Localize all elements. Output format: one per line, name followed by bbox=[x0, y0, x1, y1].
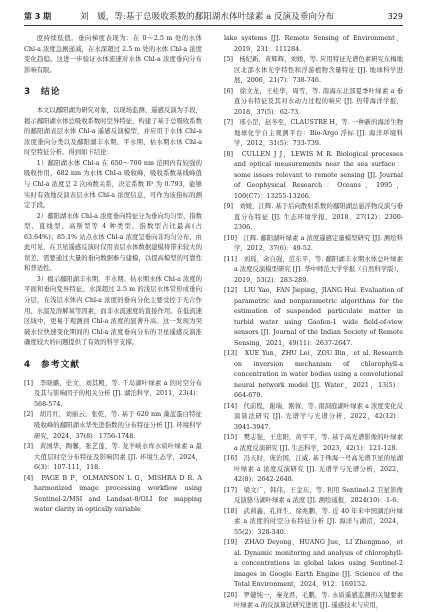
reference-item: [1] 李晓璐，史文，刘其殿，等. 千岛湖叶绿素 a 的时空分布及其与影响因子的相关分析 [J]. 湖泊科学，2011，23(4)：568-574. bbox=[24, 379, 202, 408]
section-3-heading: 3 结论 bbox=[24, 87, 61, 98]
left-column bbox=[24, 34, 202, 516]
reference-item: [16] 冯天时，庞治国，江威. 基于珠海一号高光谱卫星的星湖叶绿素 a 浓度反演研究 [J]. 光谱学与光谱分析，2022，42(8)：2642-2648. bbox=[224, 455, 403, 483]
header-rule bbox=[24, 25, 403, 26]
conclusion-item-2: 2）鄱阳湖水体 Chl-a 浓度垂向特征分为垂向均匀型、指数型、直线型、高斯型等 4 种类型，指数型占比最高(占 63.64%)；85.1% 站点水体 Chl-a 浓度呈垂向非均匀分布，由此可见，在卫星遥感反演时仅用表层水体数据建模将带来较大的误差，需要通过大量的垂向数据参与建模，以提高模型的可靠性和普适性。 bbox=[24, 212, 202, 273]
reference-item: [7] 邢小罡，赵冬至，CLAUSTRE H，等. 一种新的海洋生物地球化学自主观测平台：Bio-Argo 浮标 [J]. 海洋环境科学，2012，31(5)：733-739. bbox=[224, 119, 403, 147]
right-column bbox=[224, 34, 403, 612]
conclusion-item-3: 3）揭示鄱阳湖丰水期、平水期、枯水期水体 Chl-a 浓度的平面和垂向变异特征。水深超过 2.5 m 的浅层水体常形成垂向分层，在浅层水体内 Chl-a 浓度的垂向分化主要受控于光合作用、水温及溶解氧等因素，而非水流速度的直接作用。在低流速区域中，更易于观测到 Chl-a 浓度的显著升高。这一发现为突破水位快速变化期间的 Chl-a 浓度垂向分布的卫星遥感反演准确度较大的问题提供了有效的科学支撑。 bbox=[24, 275, 202, 347]
reference-item: [18] 武莉鑫，孔祥生，徐兆鹏，等. 近 40 年来中国湖泊叶绿素 a 浓度的时空分布特征分析 [J]. 海洋与湖沼，2024，55(2)：328-340. bbox=[224, 507, 403, 536]
reference-item: [13] XUE Yun，ZHU Lei，ZOU Bin，et al. Research on inversion mechanism of chlorophyll-a concentration in water bodies using a convolutional neural network model [J]. Water，2021，13(5)：664-679. bbox=[224, 350, 403, 399]
reference-item: [10] 江辉. 鄱阳湖叶绿素 a 浓度遥感定量模型研究 [J]. 测绘科学，2012，37(6)：49-52. bbox=[224, 234, 403, 252]
reference-item: [2] 胡月红，刘丽云，张乾，等. 基于 620 nm 藻蓝蛋白特征吸收峰的鄱阳湖水华先进指数的分布特征分析 [J]. 环境科学研究，2024，37(8)：1756-1748. bbox=[24, 411, 202, 440]
conclusion-item-1: 1）鄱阳湖水体 Chl-a 在 650～700 nm 范围内有较强的吸收作用，682 nm 为水体 Chl-a 吸收峰，吸收系数基线峰值与 Chl-a 浓度呈 2 次函数关系，决定系数 R² 为 0.793，能够实时有效地反演表层水体 Chl-a 浓度信息，可作为该指标的测定手段。 bbox=[24, 159, 202, 210]
reference-item: [14] 代前程，谢瑞，刚蓉，等. 南洞庭湖叶绿素 a 浓度变化反演算法研究 [J]. 光谱学与光谱分析，2022，42(12)：3941-3947. bbox=[224, 402, 403, 431]
running-header bbox=[24, 10, 403, 24]
intro-paragraph: 度持续低值。垂向梯度表现为：在 0～2.5 m 处的水体 Chl-a 浓度急剧递减，在水深超过 2.5 m 处的水体 Chl-a 浓度变化趋稳。这进一步验证水体流速对水体 Chl-a 浓度垂向分布影响有限。 bbox=[24, 35, 202, 74]
reference-item: [15] 樊志强，王忠阳，黄平平，等. 基于高光谱影像的叶绿素 a 浓度反演研究 [J]. 生态科学，2023，42(1)：121-128. bbox=[224, 434, 403, 452]
reference-item: [6] 徐文龙，王桂华，周雪，等. 南海东北部夏季叶绿素 a 垂直分布特征及其对水动力过程的响应 [J]. 热带海洋学报，2018，37(5)：62-73. bbox=[224, 87, 403, 116]
reference-item: [19] ZHAO Deyong，HUANG Jue，LI Zhengmao，et al. Dynamic monitoring and analysis of chlorophyll-a concentrations in global lakes using Sentinel-2 images in Google Earth Engine [J]. Science of the Total Environment，2024，912：169152. bbox=[224, 539, 403, 588]
conclusion-intro: 本文以鄱阳湖为研究对象，以现场监测、遥感反演为手段，揭示鄱阳湖水体总吸收系数时空异特征，构建了基于总吸收系数的鄱阳湖表层水体 Chl-a 遥感反演模型，并应用于水体 Chl-a 浓度垂向分类以及鄱阳湖丰水期、平水期、枯水期水体 Chl-a 时空特征分析。得到如下结论： bbox=[24, 107, 202, 157]
reference-item: [3] 黄国华，陶馨，张艺莲，等. 龙羊峡水库水质叶绿素 a 最大值层时空分布特征及影响因素 [J]. 环境生态学，2024，6(3)：107-111，118. bbox=[24, 443, 202, 472]
section-4-heading: 4 参考文献 bbox=[24, 359, 81, 370]
running-title: 刘 媛，等:基于总吸收系数的鄱阳湖水体叶绿素 a 反演及垂向分布 bbox=[80, 12, 335, 22]
reference-item: [8] CULLEN J J，LEWIS M R. Biological processes and optical measurements near the sea surface：some issues relevant to remote sensing [J]. Journal of Geophysical Research：Oceans，1995，100(C7)：13255-13266. bbox=[224, 150, 403, 200]
reference-item: [12] LIU Yao，FAN Jieping，JIANG Hui. Evaluation of parametric and nonparametric algorithms for the estimation of suspended particulate matter in turbid water using Gaofen-1 wide field-of-view sensors [J]. Journal of the Indian Society of Remote Sensing，2021，49(11)：2637-2647. bbox=[224, 287, 403, 347]
reference-item: [11] 刘瑶，余自强，范东平，等. 鄱阳湖丰水期水体总叶绿素 a 浓度反演模型研究 [J]. 华中师范大学学报（自然科学版），2019，53(2)：283-289. bbox=[224, 255, 403, 284]
page-number: 329 bbox=[387, 12, 403, 21]
reference-item: [5] 杨纪新，黄辉辉，刘媛，等. 应用特征光谱色素研究东梅地区北部水体光学特性和浮游植物含量特征 [J]. 地球科学进展，2006，21(7)：738-746. bbox=[224, 56, 403, 84]
reference-item: [17] 梁文广，韩伟，王金东，等. 利用 Sentinel-2 卫星影像反演骆马湖叶绿素 a 浓度 [J]. 测绘通报，2024(10)：1-6. bbox=[224, 486, 403, 504]
reference-item: [20] 罗婕纯一，秦龙君，毛鹏，等. 水质遥感监测的关键要素叶绿素 a 的反演算法研究进展 [J]. 遥感技术与应用， bbox=[224, 591, 403, 609]
reference-item: [9] 刘媛，江辉. 基于后向散射系数的鄱阳湖总悬浮物反演与垂直分布特征 [J]. 生态环境学报，2018，27(12)：2300-2306. bbox=[224, 203, 403, 231]
issue-number: 第 3 期 bbox=[24, 12, 52, 21]
reference-item: [4] PAGE B P，OLMANSON L G，MISHRA D R. A harmonized image processing workflow using Sentinel-2/MSI and Landsat-8/OLI for mapping water clarity in optically variable bbox=[24, 474, 202, 514]
reference-item: lake systems [J]. Remote Sensing of Environment，2019，231：111284. bbox=[224, 35, 403, 53]
